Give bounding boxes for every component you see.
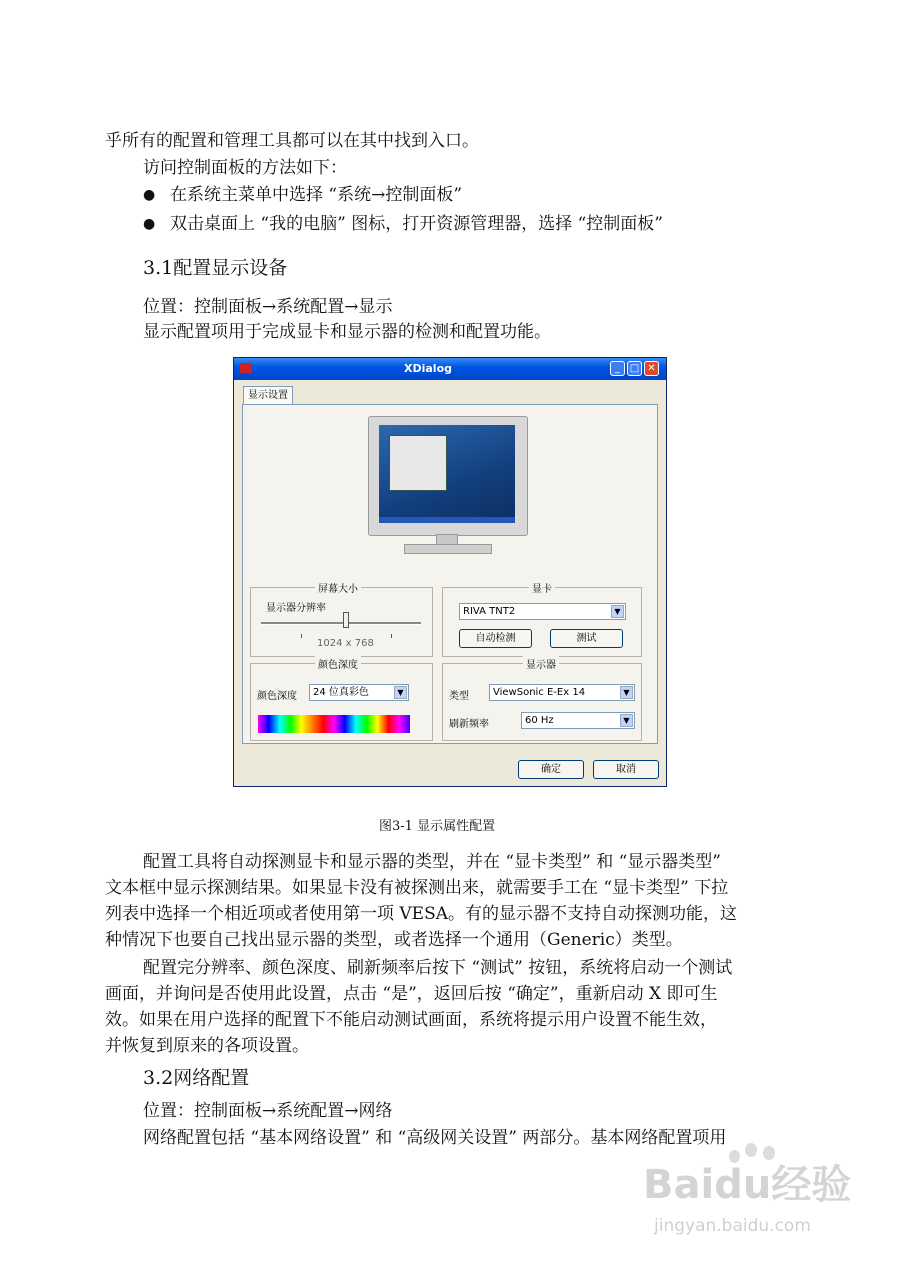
xdialog-window [233, 357, 667, 787]
bullet-dot-icon: ● [143, 216, 156, 232]
figure-caption: 图3-1 显示属性配置 [379, 819, 496, 834]
paw-print-icon [745, 1143, 757, 1157]
chevron-down-icon[interactable]: ▼ [611, 605, 624, 618]
ok-button[interactable]: 确定 [518, 760, 584, 779]
paragraph-2-line: 画面，并询问是否使用此设置，点击 “是”，返回后按 “确定”，重新启动 X 即可生 [105, 984, 718, 1004]
cancel-button[interactable]: 取消 [593, 760, 659, 779]
color-spectrum-bar [258, 715, 410, 733]
slider-tick [391, 634, 392, 638]
baidu-watermark-url: jingyan.baidu.com [654, 1216, 811, 1236]
paragraph-1-line: 种情况下也要自己找出显示器的类型，或者选择一个通用（Generic）类型。 [105, 930, 683, 950]
title-bar[interactable] [234, 358, 666, 380]
refresh-rate-label: 刷新频率 [449, 719, 489, 730]
color-depth-select[interactable] [309, 684, 409, 701]
tab-display-settings[interactable]: 显示设置 [243, 386, 293, 405]
group-video-card [442, 584, 642, 657]
refresh-rate-select[interactable] [521, 712, 635, 729]
group-color-depth [250, 660, 433, 741]
group-screen-size [250, 584, 433, 657]
refresh-rate-value: 60 Hz [525, 715, 554, 726]
preview-taskbar [379, 517, 515, 523]
paragraph-1-line: 列表中选择一个相近项或者使用第一项 VESA。有的显示器不支持自动探测功能，这 [105, 904, 738, 924]
location-line-3-2: 位置：控制面板→系统配置→网络 [143, 1101, 393, 1121]
group-title: 显卡 [529, 580, 555, 595]
resolution-slider-track[interactable] [261, 622, 421, 625]
monitor-stand-base [404, 544, 492, 554]
resolution-value: 1024 x 768 [317, 638, 374, 649]
chevron-down-icon[interactable]: ▼ [620, 714, 633, 727]
section-heading-3-2: 3.2网络配置 [143, 1067, 250, 1089]
group-title: 颜色深度 [315, 656, 361, 671]
window-title: XDialog [404, 362, 453, 375]
app-icon [240, 363, 252, 373]
paw-print-icon [763, 1146, 775, 1160]
paragraph-1-line: 文本框中显示探测结果。如果显卡没有被探测出来，就需要手工在 “显卡类型” 下拉 [105, 878, 729, 898]
monitor-type-label: 类型 [449, 691, 469, 702]
bullet-dot-icon: ● [143, 187, 156, 203]
screen-preview [379, 425, 515, 523]
group-monitor [442, 660, 642, 741]
bullet-item-1: 在系统主菜单中选择 “系统→控制面板” [170, 185, 463, 205]
preview-window [389, 435, 447, 491]
group-title: 显示器 [523, 656, 559, 671]
paragraph-2-line: 并恢复到原来的各项设置。 [105, 1036, 309, 1056]
chevron-down-icon[interactable]: ▼ [620, 686, 633, 699]
color-depth-value: 24 位真彩色 [313, 687, 369, 698]
section-desc-3-1: 显示配置项用于完成显卡和显示器的检测和配置功能。 [143, 322, 551, 342]
baidu-watermark-logo: Baidu经验 [643, 1162, 852, 1208]
bullet-item-2: 双击桌面上 “我的电脑” 图标，打开资源管理器，选择 “控制面板” [170, 214, 663, 234]
resolution-slider-thumb[interactable] [343, 612, 349, 628]
maximize-icon[interactable]: □ [627, 361, 642, 376]
paragraph-1-line: 配置工具将自动探测显卡和显示器的类型，并在 “显卡类型” 和 “显示器类型” [143, 852, 721, 872]
section-desc-3-2: 网络配置包括 “基本网络设置” 和 “高级网关设置” 两部分。基本网络配置项用 [143, 1128, 727, 1148]
intro-line-1: 乎所有的配置和管理工具都可以在其中找到入口。 [105, 131, 479, 151]
slider-tick [301, 634, 302, 638]
test-button[interactable]: 测试 [550, 629, 623, 648]
monitor-type-select[interactable] [489, 684, 635, 701]
color-depth-label: 颜色深度 [257, 691, 297, 702]
video-card-value: RIVA TNT2 [463, 606, 516, 617]
paragraph-2-line: 效。如果在用户选择的配置下不能启动测试画面，系统将提示用户设置不能生效， [105, 1010, 717, 1030]
monitor-type-value: ViewSonic E-Ex 14 [493, 687, 586, 698]
intro-line-2: 访问控制面板的方法如下： [143, 158, 347, 178]
close-icon[interactable]: ✕ [644, 361, 659, 376]
autodetect-button[interactable]: 自动检测 [459, 629, 532, 648]
resolution-label: 显示器分辨率 [266, 603, 326, 614]
chevron-down-icon[interactable]: ▼ [394, 686, 407, 699]
section-heading-3-1: 3.1配置显示设备 [143, 257, 288, 279]
location-line-3-1: 位置：控制面板→系统配置→显示 [143, 297, 393, 317]
minimize-icon[interactable]: _ [610, 361, 625, 376]
video-card-select[interactable] [459, 603, 626, 620]
paragraph-2-line: 配置完分辨率、颜色深度、刷新频率后按下 “测试” 按钮，系统将启动一个测试 [143, 958, 733, 978]
group-title: 屏幕大小 [315, 580, 361, 595]
monitor-preview-icon [368, 416, 528, 536]
